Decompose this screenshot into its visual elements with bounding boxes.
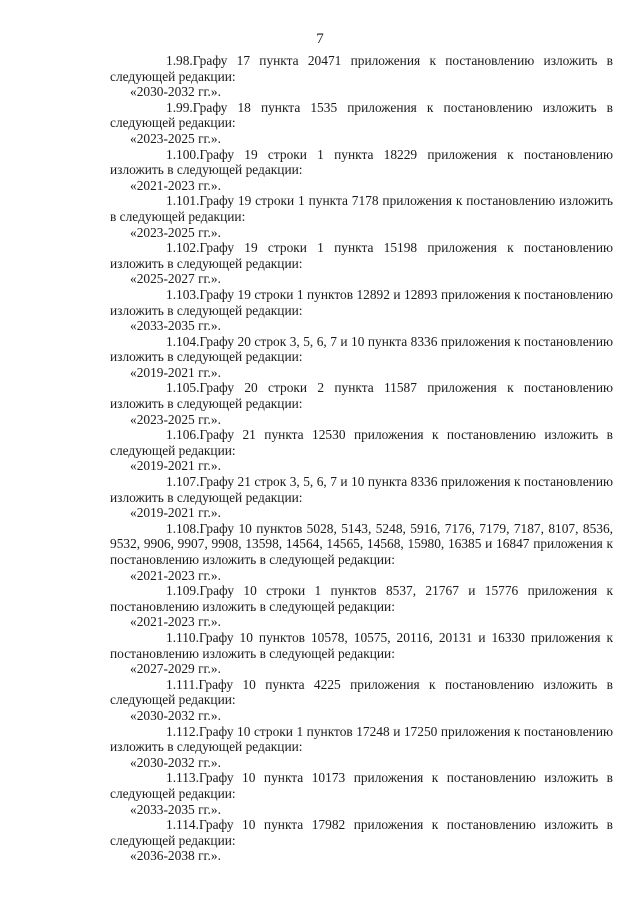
list-item [110, 53, 613, 100]
item-value: «2021-2023 гг.». [130, 177, 221, 193]
item-paragraph [110, 100, 613, 131]
item-number: 1.100. [166, 146, 200, 162]
list-item [110, 583, 613, 630]
item-value: «2030-2032 гг.». [130, 707, 221, 723]
list-item [110, 817, 613, 864]
item-value: «2033-2035 гг.». [130, 318, 221, 334]
list-item [110, 630, 613, 677]
item-paragraph [110, 583, 613, 614]
item-number: 1.112. [166, 723, 199, 739]
list-item [110, 474, 613, 521]
item-value: «2030-2032 гг.». [130, 754, 221, 770]
item-value: «2023-2025 гг.». [130, 224, 221, 240]
list-item [110, 724, 613, 771]
item-paragraph [110, 474, 613, 505]
item-text: Графу 17 пункта 20471 приложения к постановлению изложить в следующей редакции: [110, 53, 613, 84]
item-text: Графу 10 пунктов 10578, 10575, 20116, 20131 и 16330 приложения к постановлению изложить в следующей редакции: [110, 629, 613, 661]
item-paragraph [110, 53, 613, 84]
item-number: 1.103. [166, 286, 200, 302]
item-text: Графу 19 строки 1 пункта 7178 приложения к постановлению изложить в следующей редакции: [110, 193, 613, 224]
list-item [110, 240, 613, 287]
item-number: 1.107. [166, 474, 200, 490]
item-value: «2023-2025 гг.». [130, 130, 221, 146]
item-text: Графу 10 пункта 4225 приложения к постановлению изложить в следующей редакции: [110, 676, 613, 708]
item-number: 1.98. [166, 53, 193, 68]
item-value: «2021-2023 гг.». [130, 567, 221, 583]
list-item [110, 380, 613, 427]
item-value: «2019-2021 гг.». [130, 458, 221, 474]
item-paragraph [110, 817, 613, 848]
list-item [110, 677, 613, 724]
item-value: «2030-2032 гг.». [130, 84, 221, 100]
item-value: «2021-2023 гг.». [130, 614, 221, 630]
item-value: «2036-2038 гг.». [130, 848, 221, 864]
item-paragraph [110, 724, 613, 755]
item-text: Графу 19 строки 1 пункта 15198 приложения к постановлению изложить в следующей редакции: [110, 240, 613, 271]
item-value: «2019-2021 гг.». [130, 364, 221, 380]
item-text: Графу 21 строк 3, 5, 6, 7 и 10 пункта 8336 приложения к постановлению изложить в следующей редакции: [110, 474, 613, 505]
item-text: Графу 19 строки 1 пунктов 12892 и 12893 приложения к постановлению изложить в следующей редакции: [110, 286, 613, 318]
item-text: Графу 19 строки 1 пункта 18229 приложения к постановлению изложить в следующей редакции: [110, 146, 613, 178]
item-number: 1.105. [166, 380, 200, 396]
item-paragraph [110, 193, 613, 224]
item-paragraph [110, 630, 613, 661]
item-number: 1.108. [166, 520, 200, 536]
item-number: 1.106. [166, 427, 200, 443]
item-text: Графу 10 строки 1 пунктов 17248 и 17250 приложения к постановлению изложить в следующей редакции: [110, 723, 613, 755]
item-paragraph [110, 427, 613, 458]
item-text: Графу 20 строки 2 пункта 11587 приложения к постановлению изложить в следующей редакции: [110, 380, 613, 412]
item-number: 1.110. [166, 629, 199, 645]
item-paragraph [110, 240, 613, 271]
item-number: 1.99. [166, 99, 193, 115]
item-number: 1.111. [166, 676, 199, 692]
document-body [110, 53, 613, 864]
item-paragraph [110, 677, 613, 708]
item-text: Графу 10 пунктов 5028, 5143, 5248, 5916, 7176, 7179, 7187, 8107, 8536, 9532, 9906, 9907, 9908, 13598, 14564, 14565, 14568, 15980, 16385 и 16847 приложения к постановлению изложить в следующей редакции: [110, 520, 613, 567]
item-paragraph [110, 287, 613, 318]
list-item [110, 334, 613, 381]
item-number: 1.113. [166, 770, 199, 786]
item-number: 1.109. [166, 583, 200, 599]
list-item [110, 100, 613, 147]
item-text: Графу 10 пункта 17982 приложения к постановлению изложить в следующей редакции: [110, 817, 613, 848]
item-value: «2027-2029 гг.». [130, 661, 221, 677]
item-text: Графу 21 пункта 12530 приложения к постановлению изложить в следующей редакции: [110, 427, 613, 458]
item-text: Графу 10 строки 1 пунктов 8537, 21767 и 15776 приложения к постановлению изложить в следующей редакции: [110, 583, 613, 614]
item-number: 1.102. [166, 240, 200, 256]
item-text: Графу 18 пункта 1535 приложения к постановлению изложить в следующей редакции: [110, 99, 613, 131]
list-item [110, 427, 613, 474]
list-item [110, 193, 613, 240]
item-value: «2023-2025 гг.». [130, 411, 221, 427]
item-paragraph [110, 380, 613, 411]
item-paragraph [110, 521, 613, 568]
item-value: «2025-2027 гг.». [130, 271, 221, 287]
item-paragraph [110, 770, 613, 801]
item-number: 1.104. [166, 333, 200, 349]
item-paragraph [110, 147, 613, 178]
item-value: «2019-2021 гг.». [130, 505, 221, 521]
item-paragraph [110, 334, 613, 365]
list-item [110, 287, 613, 334]
page-number: 7 [316, 31, 324, 47]
item-text: Графу 20 строк 3, 5, 6, 7 и 10 пункта 8336 приложения к постановлению изложить в следующей редакции: [110, 333, 613, 365]
item-value: «2033-2035 гг.». [130, 801, 221, 817]
item-number: 1.101. [166, 193, 200, 209]
list-item [110, 521, 613, 583]
item-number: 1.114. [166, 817, 199, 833]
list-item [110, 770, 613, 817]
item-text: Графу 10 пункта 10173 приложения к постановлению изложить в следующей редакции: [110, 770, 613, 801]
list-item [110, 147, 613, 194]
